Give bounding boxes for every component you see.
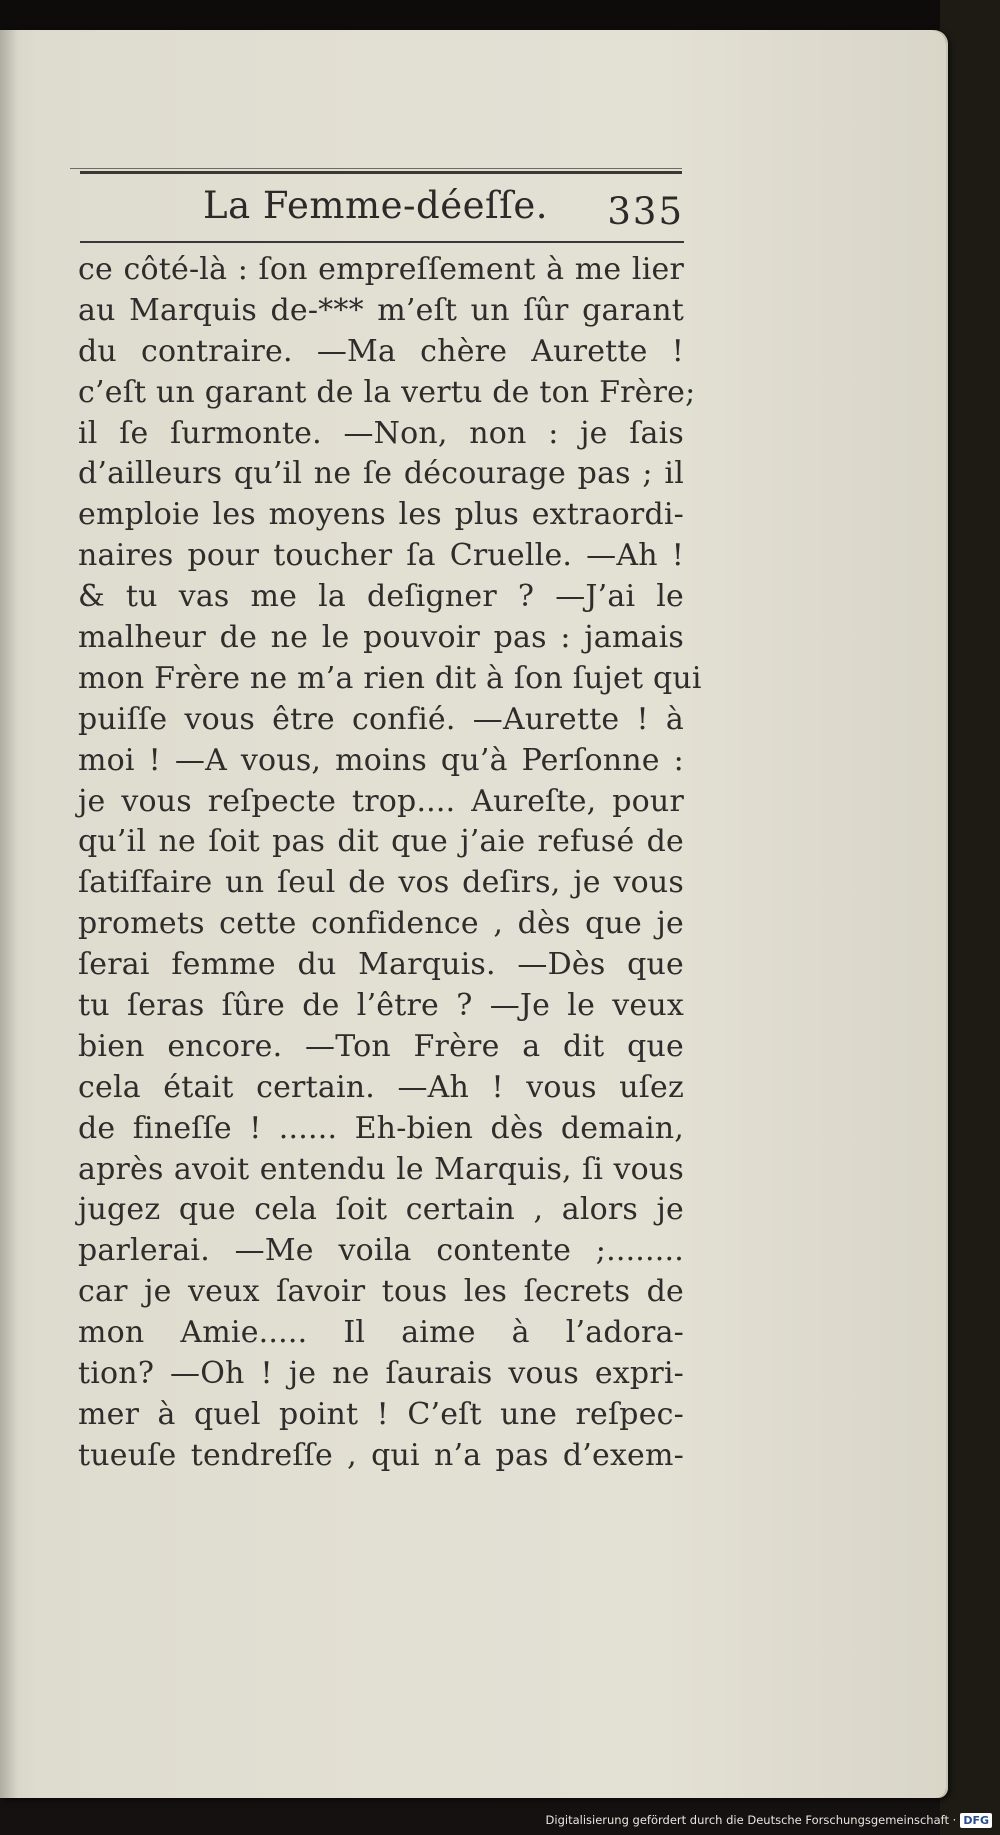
text-line: moi ! —A vous, moins qu’à Perſonne : xyxy=(78,742,684,778)
header-rule-bottom xyxy=(80,241,684,243)
text-line: c’eſt un garant de la vertu de ton Frère; xyxy=(78,374,696,410)
text-line: emploie les moyens les plus extraordi- xyxy=(78,497,684,533)
text-line: promets cette confidence , dès que je xyxy=(78,906,684,942)
text-line: ſatiſfaire un ſeul de vos deſirs, je vous xyxy=(78,865,684,901)
credit-text: Digitalisierung gefördert durch die Deutsche Forschungsgemeinschaft · xyxy=(545,1813,957,1827)
text-line: ce côté-là : ſon empreſſement à me lier xyxy=(78,252,684,287)
scan-backdrop-top xyxy=(0,0,1000,34)
dfg-logo: DFG xyxy=(960,1813,992,1828)
text-line: parlerai. —Me voila contente ;........ xyxy=(78,1233,684,1269)
text-line: mon Frère ne m’a rien dit à ſon ſujet qui xyxy=(78,660,702,696)
text-line: je vous reſpecte trop.... Aureſte, pour xyxy=(78,783,684,819)
text-line: d’ailleurs qu’il ne ſe décourage pas ; il xyxy=(78,456,684,492)
text-line: tion? —Oh ! je ne ſaurais vous expri- xyxy=(78,1356,684,1392)
text-line: naires pour toucher ſa Cruelle. —Ah ! xyxy=(78,538,684,574)
text-line: cela était certain. —Ah ! vous uſez xyxy=(78,1069,684,1105)
page-gutter-shadow xyxy=(0,30,18,1798)
text-line: jugez que cela ſoit certain , alors je xyxy=(78,1192,684,1228)
text-line: mon Amie..... Il aime à l’adora- xyxy=(78,1315,684,1351)
body-text xyxy=(78,250,702,1477)
page-number: 335 xyxy=(607,190,684,233)
text-line: tueuſe tendreſſe , qui n’a pas d’exem- xyxy=(78,1437,684,1473)
text-line: mer à quel point ! C’eſt une reſpec- xyxy=(78,1396,684,1432)
text-line: car je veux ſavoir tous les ſecrets de xyxy=(78,1274,684,1310)
text-line: de fineſſe ! ...... Eh-bien dès demain, xyxy=(78,1110,684,1146)
text-line: & tu vas me la deſigner ? —J’ai le xyxy=(78,579,684,615)
text-line: il ſe ſurmonte. —Non, non : je ſais xyxy=(78,415,684,451)
text-line: après avoit entendu le Marquis, ſi vous xyxy=(78,1151,684,1187)
text-line: au Marquis de-*** m’eſt un ſûr garant xyxy=(78,292,684,328)
text-line: puiſſe vous être confié. —Aurette ! à xyxy=(78,701,684,737)
running-header xyxy=(78,180,686,242)
text-line: tu ſeras ſûre de l’être ? —Je le veux xyxy=(78,988,684,1024)
digitization-credit xyxy=(546,1809,992,1831)
header-rule-thin xyxy=(70,168,682,169)
running-title: La Femme-déeſſe. xyxy=(203,184,549,227)
text-line: bien encore. —Ton Frère a dit que xyxy=(78,1028,684,1064)
text-line: du contraire. —Ma chère Aurette ! xyxy=(78,333,684,369)
text-line: ſerai femme du Marquis. —Dès que xyxy=(78,947,684,983)
text-line: qu’il ne ſoit pas dit que j’aie refusé de xyxy=(78,824,684,860)
scan-backdrop-right xyxy=(940,0,1000,1835)
text-line: malheur de ne le pouvoir pas : jamais xyxy=(78,620,684,656)
header-rule-top xyxy=(80,171,682,174)
